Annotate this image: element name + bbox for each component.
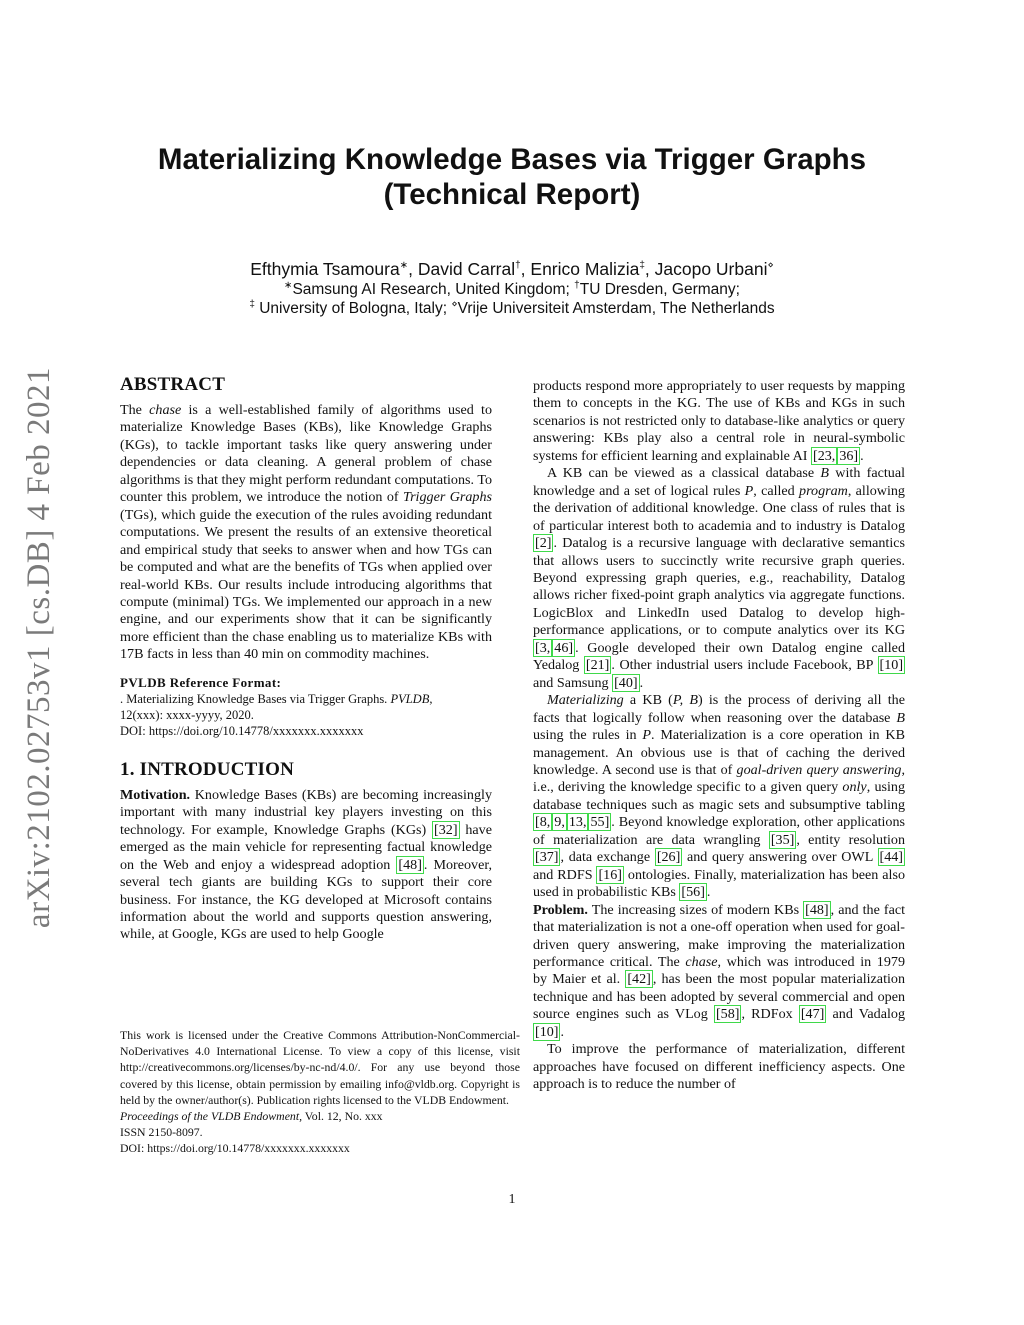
title-line-2: (Technical Report) (383, 178, 641, 211)
affiliation-line-2: ‡ University of Bologna, Italy; ⋄Vrije Universiteit Amsterdam, The Netherlands (249, 298, 775, 317)
citation-link[interactable]: [40] (614, 674, 638, 691)
citation-link[interactable]: [8, (535, 814, 551, 831)
introduction-heading: 1. INTRODUCTION (120, 758, 295, 780)
page-number: 1 (508, 1192, 516, 1207)
citation-link[interactable]: [10] (535, 1023, 559, 1040)
paper-title (120, 142, 904, 212)
issn-text: ISSN 2150-8097. (120, 1125, 203, 1140)
title-line-1: Materializing Knowledge Bases via Trigger Graphs (157, 143, 867, 176)
author-mark: ⋄ (767, 260, 774, 272)
license-text: This work is licensed under the Creative Commons Attribution-NonCommercial-NoDerivatives 4.0 International License. To view a copy of this license, visit http://creativecommons.org/licenses/by-nc-nd/4.0/. For any use beyond those covered by this license, obtain permission by emailing info@vldb.org. Copyright is held by the owner/author(s). Publication rights licensed to the VLDB Endowment. (120, 1028, 520, 1107)
citation-link[interactable]: [23, (813, 447, 836, 464)
author-mark: † (515, 260, 521, 272)
citation-link[interactable]: [16] (598, 866, 622, 883)
citation-link[interactable]: [26] (656, 849, 681, 866)
author-name: Jacopo Urbani (654, 259, 768, 279)
reference-doi: DOI: https://doi.org/10.14778/xxxxxxx.xxxxxxx (120, 723, 364, 738)
motivation-paragraph: Motivation. Knowledge Bases (KBs) are becoming increasingly important with many industrial key players investing on this technology. For example, Knowledge Graphs (KGs) [32] have emerged as the main vehicle for representing factual knowledge on the Web and enjoy a widespread adoption [48] . Moreover, several tech giants are building KGs to support their core business. For instance, the KG developed at Microsoft contains information about the world and supports question answering, while, at Google, KGs are used to help Google (120, 786, 492, 943)
citation-link[interactable]: [56] (681, 884, 705, 901)
license-doi: DOI: https://doi.org/10.14778/xxxxxxx.xxxxxxx (120, 1141, 350, 1156)
paragraph: products respond more appropriately to user requests by mapping them to concepts in the KG. The use of KBs and KGs in such scenarios is not restricted only to database-like analytics or query answering: KBs play also a central role in neural-symbolic systems for efficient learning and explainable AI [23, 36] . (533, 378, 905, 464)
author-mark: ∗ (399, 260, 409, 272)
citation-link[interactable]: 13, (568, 814, 587, 831)
citation-link[interactable]: [37] (535, 849, 559, 866)
citation-link[interactable]: 9, (554, 814, 565, 831)
author-name: David Carral (417, 259, 516, 279)
reference-format-text: . Materializing Knowledge Bases via Trigger Graphs. PVLDB, 12(xxx): xxxx-yyyy, 2020. DOI: https://doi.org/10.14778/xxxxxxx.xxxxxxx (120, 691, 433, 738)
right-column (533, 378, 905, 1094)
citation-link[interactable]: [42] (627, 971, 651, 988)
arxiv-identifier: arXiv:2102.02753v1 [cs.DB] 4 Feb 2021 (21, 366, 58, 929)
proceedings-label: Proceedings of the VLDB Endowment, (120, 1109, 303, 1124)
arxiv-sidebar (20, 365, 60, 930)
affiliation-line-1: ∗Samsung AI Research, United Kingdom; †TU Dresden, Germany; (284, 279, 740, 298)
abstract-heading: ABSTRACT (120, 374, 226, 395)
paragraph: A KB can be viewed as a classical database B with factual knowledge and a set of logical rules P, called program, allowing the derivation of additional knowledge. One class of rules that is of particular interest both to academia and to industry is Datalog [2] . Datalog is a recursive language with declarative semantics that allows users to succinctly write recursive graph queries. Beyond expressing graph queries, e.g., reachability, Datalog allows richer fixed-point graph analytics via aggregate functions. LogicBlox and LinkedIn used Datalog to develop high-performance applications, or to compute analytics over its KG [3, 46] . Google developed their own Datalog engine called Yedalog [21] . Other industrial users include Facebook, BP [10] and Samsung [40] . (533, 465, 905, 691)
author-block (120, 258, 904, 318)
reference-format-heading: PVLDB Reference Format: (120, 674, 282, 690)
author-mark: ‡ (639, 260, 645, 272)
citation-link[interactable]: [2] (535, 535, 552, 552)
left-column (120, 374, 492, 944)
citation-link[interactable]: [58] (715, 1006, 740, 1023)
citation-link[interactable]: [48] (805, 901, 829, 918)
citation-link[interactable]: 55] (590, 814, 610, 831)
citation-link[interactable]: [47] (800, 1006, 825, 1023)
citation-link[interactable]: [48] (398, 856, 422, 873)
citation-link[interactable]: [35] (770, 831, 795, 848)
author-name: Enrico Malizia (530, 259, 640, 279)
author-name: Efthymia Tsamoura (250, 259, 400, 279)
citation-link[interactable]: [44] (879, 849, 903, 866)
license-footnote: This work is licensed under the Creative Commons Attribution-NonCommercial-NoDerivatives 4.0 International License. To view a copy of this license, visit http://creativecommons.org/licenses/by-nc-nd/4.0/. For any use beyond those covered by this license, obtain permission by emailing info@vldb.org. Copyright is held by the owner/author(s). Publication rights licensed to the VLDB Endowment. Proceedings of the VLDB Endowment, Vol. 12, No. xxx ISSN 2150-8097. DOI: https://doi.org/10.14778/xxxxxxx.xxxxxxx (120, 1028, 520, 1156)
paragraph: Materializing a KB (P, B) is the process of deriving all the facts that logically follow when reasoning over the database B using the rules in P. Materialization is a core operation in KB management. An obvious use is that of caching the derived knowledge. A second use is that of goal-driven query answering, i.e., deriving the knowledge specific to a given query only, using database techniques such as magic sets and subsumptive tabling [8, 9, 13, 55] . Beyond knowledge exploration, other applications of materialization are data wrangling [35] , entity resolution [37] , data exchange [26] and query answering over OWL [44] and RDFS [16] ontologies. Finally, materialization has been also used in probabilistic KBs [56] . (533, 692, 905, 901)
citation-link[interactable]: 46] (554, 639, 574, 656)
abstract-text: The chase is a well-established family of algorithms used to materialize Knowledge Bases (KBs), like Knowledge Graphs (KGs), to tackle important tasks like query answering under dependencies or data cleaning. A general problem of chase algorithms is that they might perform redundant computations. To counter this problem, we introduce the notion of Trigger Graphs (TGs), which guide the execution of the rules avoiding redundant computations. We present the results of an extensive theoretical and empirical study that seeks to answer when and how TGs can be computed and what are the benefits of TGs when applied over real-world KBs. Our results include introducing algorithms that compute (minimal) TGs. We implemented our approach in a new engine, and our experiments show that it can be significantly more efficient than the chase enabling us to materialize KBs with 17B facts in less than 40 min on commodity machines. (120, 402, 493, 663)
citation-link[interactable]: [10] (879, 657, 904, 674)
problem-paragraph: Problem. The increasing sizes of modern KBs [48] , and the fact that materialization is not a one-off operation when used for goal-driven query answering, make improving the materialization performance critical. The chase, which was introduced in 1979 by Maier et al. [42] , has been the most popular materialization technique and has been adopted by several commercial and open source engines such as VLog [58] , RDFox [47] and Vadalog [10] . (533, 901, 905, 1040)
citation-link[interactable]: [21] (585, 657, 610, 674)
citation-link[interactable]: [3, (535, 639, 551, 656)
introduction-section (120, 759, 492, 944)
author-names: Efthymia Tsamoura∗, David Carral†, Enrico Malizia‡, Jacopo Urbani⋄ (250, 259, 774, 279)
citation-link[interactable]: [32] (434, 821, 458, 838)
citation-link[interactable]: 36] (839, 447, 859, 464)
paragraph: To improve the performance of materialization, different approaches have focused on different inefficiency aspects. One approach is to reduce the number of (533, 1041, 905, 1093)
